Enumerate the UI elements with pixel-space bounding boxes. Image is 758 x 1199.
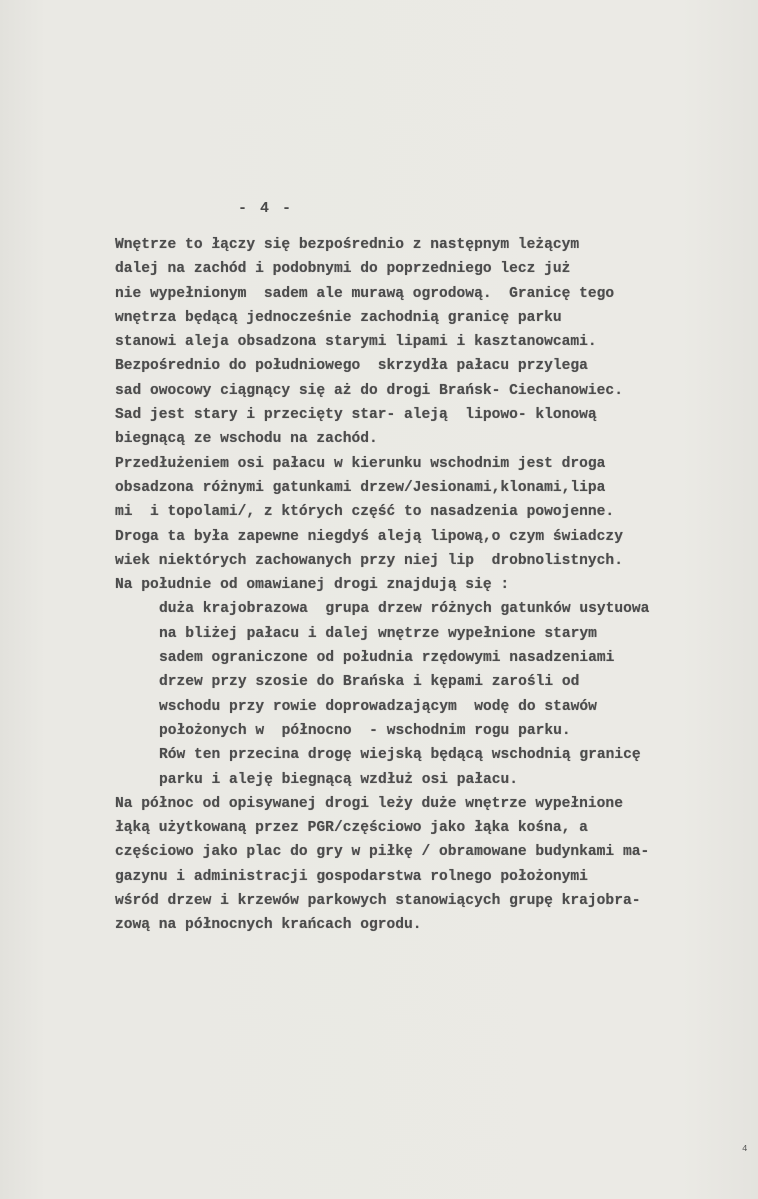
text-line: zową na północnych krańcach ogrodu.	[115, 917, 422, 934]
text-line: Na południe od omawianej drogi znajdują się :	[115, 577, 510, 594]
text-line: sadem ograniczone od południa rzędowymi nasadzeniami	[159, 650, 615, 667]
text-line: częściowo jako plac do gry w piłkę / obramowane budynkami ma-	[115, 844, 650, 861]
text-line: wśród drzew i krzewów parkowych stanowiących grupę krajobra-	[115, 893, 641, 910]
text-line: drzew przy szosie do Brańska i kępami zarośli od	[159, 674, 580, 691]
text-line: Na północ od opisywanej drogi leży duże wnętrze wypełnione	[115, 795, 623, 812]
text-line: łąką użytkowaną przez PGR/częściowo jako łąka kośna, a	[115, 820, 588, 837]
text-line: duża krajobrazowa grupa drzew różnych gatunków usytuowa	[159, 601, 650, 618]
text-line: sad owocowy ciągnący się aż do drogi Brańsk- Ciechanowiec.	[115, 382, 623, 399]
text-line: Wnętrze to łączy się bezpośrednio z następnym leżącym	[115, 237, 580, 253]
text-line: nie wypełnionym sadem ale murawą ogrodową. Granicę tego	[115, 285, 615, 302]
text-line: na bliżej pałacu i dalej wnętrze wypełnione starym	[159, 625, 597, 642]
text-line: dalej na zachód i podobnymi do poprzedniego lecz już	[115, 261, 571, 278]
text-line: Sad jest stary i przecięty star- aleją lipowo- klonową	[115, 407, 597, 424]
text-line: Bezpośrednio do południowego skrzydła pałacu przylega	[115, 358, 588, 375]
typewritten-text	[115, 233, 649, 938]
text-line: Przedłużeniem osi pałacu w kierunku wschodnim jest droga	[115, 455, 606, 472]
text-line: gazynu i administracji gospodarstwa rolnego położonymi	[115, 868, 588, 885]
text-line: stanowi aleja obsadzona starymi lipami i kasztanowcami.	[115, 334, 597, 351]
text-line: biegnącą ze wschodu na zachód.	[115, 431, 378, 448]
text-line: Droga ta była zapewne niegdyś aleją lipową,o czym świadczy	[115, 528, 623, 545]
text-line: mi i topolami/, z których część to nasadzenia powojenne.	[115, 504, 615, 521]
text-line: Rów ten przecina drogę wiejską będącą wschodnią granicę	[159, 747, 641, 764]
text-line: wnętrza będącą jednocześnie zachodnią granicę parku	[115, 309, 562, 326]
text-line: położonych w północno - wschodnim rogu parku.	[159, 722, 571, 739]
corner-mark: 4	[742, 1144, 748, 1154]
page-number: - 4 -	[238, 200, 294, 217]
text-line: parku i aleję biegnącą wzdłuż osi pałacu.	[159, 771, 519, 788]
text-line: wschodu przy rowie doprowadzającym wodę do stawów	[159, 698, 597, 715]
text-line: obsadzona różnymi gatunkami drzew/Jesionami,klonami,lipa	[115, 479, 606, 496]
text-line: wiek niektórych zachowanych przy niej lip drobnolistnych.	[115, 552, 623, 569]
